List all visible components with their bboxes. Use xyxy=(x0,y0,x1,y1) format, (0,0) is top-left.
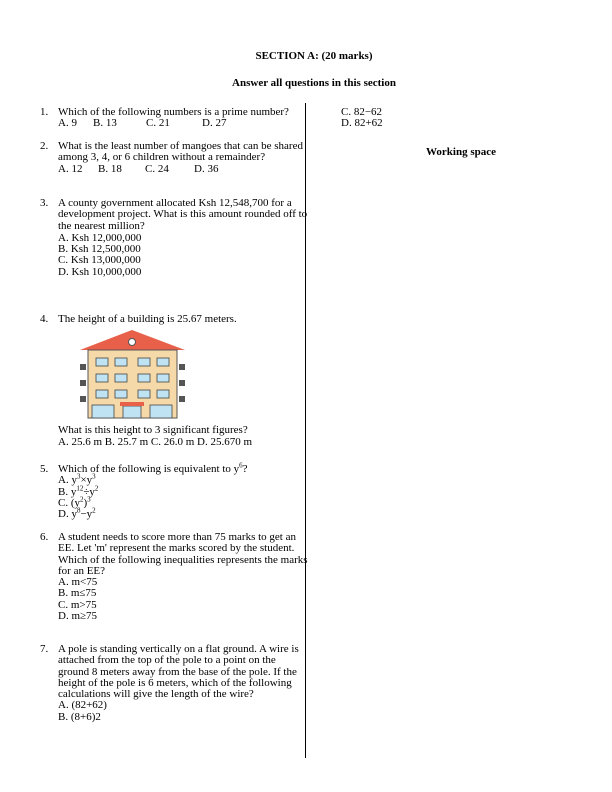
exponent: 3 xyxy=(92,472,96,481)
option: A. Ksh 12,000,000 xyxy=(58,231,142,244)
q-text: A pole is standing vertically on a flat ground. A wire is attached from the top of the pole to a point on the ground 8 meters away from the base of the pole. If the height of the pole is 6 meters, which of the following calculations will give the length of the wire? xyxy=(58,643,299,701)
t: B. y xyxy=(58,485,77,498)
exponent: 12 xyxy=(76,483,84,492)
option: B. m≤75 xyxy=(58,587,97,600)
exponent: 2 xyxy=(92,506,96,515)
option: D. Ksh 10,000,000 xyxy=(58,265,142,278)
option: C. m>75 xyxy=(58,598,97,611)
option: C. 82−62 xyxy=(341,106,383,118)
question-3 xyxy=(40,198,310,278)
option: B. (8+6)2 xyxy=(58,710,101,723)
option: B. 13 xyxy=(93,117,117,130)
q-text-main: Which of the following is equivalent to y xyxy=(58,463,240,475)
option: A. m<75 xyxy=(58,576,98,589)
exponent: 3 xyxy=(76,472,81,481)
option: C. 21 xyxy=(146,117,170,130)
q-text: Which of the following numbers is a prime number? xyxy=(58,106,289,118)
exponent: 6 xyxy=(239,461,243,470)
q-number: 4. xyxy=(40,313,49,325)
q-options: A. 25.6 m B. 25.7 m C. 26.0 m D. 25.670 m xyxy=(58,435,253,448)
section-instruction: Answer all questions in this section xyxy=(232,77,396,89)
question-7-continued xyxy=(341,107,383,130)
exponent: 2 xyxy=(80,495,84,504)
q-followup: What is this height to 3 significant figures? xyxy=(58,424,248,437)
q-number: 5. xyxy=(40,463,49,475)
option: B. 18 xyxy=(98,162,122,175)
option xyxy=(58,506,305,521)
q-number: 2. xyxy=(40,140,49,152)
t: A. y xyxy=(58,474,77,487)
q-text: A student needs to score more than 75 marks to get an EE. Let 'm' represent the marks scored by the student. Which of the following inequalities represents the marks for an EE? xyxy=(58,531,308,577)
option xyxy=(58,483,305,498)
option: A. 9 xyxy=(58,117,77,130)
option: D. 27 xyxy=(202,117,227,130)
t: C. (y xyxy=(58,496,80,509)
option: D. 82+62 xyxy=(341,117,383,130)
working-space-label: Working space xyxy=(426,146,496,158)
question-4 xyxy=(40,314,305,448)
q-number: 3. xyxy=(40,197,49,209)
t: ) xyxy=(83,496,88,509)
q-number: 7. xyxy=(40,643,49,655)
t: ÷y xyxy=(83,485,95,498)
q-text: A county government allocated Ksh 12,548,700 for a development project. What is this amount rounded off to the nearest million? xyxy=(58,197,308,232)
q-options xyxy=(58,164,305,175)
section-title: SECTION A: (20 marks) xyxy=(255,50,373,62)
question-1 xyxy=(40,107,305,130)
question-7 xyxy=(40,644,308,723)
option: A. 12 xyxy=(58,162,83,175)
exponent: 8 xyxy=(76,506,81,515)
option: C. 24 xyxy=(145,162,169,175)
option: D. 36 xyxy=(194,162,219,175)
exponent: 2 xyxy=(94,483,99,492)
q-text-end: ? xyxy=(242,463,248,475)
exponent: 3 xyxy=(87,495,91,504)
q-number: 6. xyxy=(40,531,49,543)
t: −y xyxy=(80,508,93,521)
option: C. Ksh 13,000,000 xyxy=(58,254,141,267)
building-illustration xyxy=(80,328,185,420)
option: B. Ksh 12,500,000 xyxy=(58,243,141,256)
t: ×y xyxy=(80,474,93,487)
question-6 xyxy=(40,532,310,622)
option: A. (82+62) xyxy=(58,699,107,712)
t: D. y xyxy=(58,508,77,521)
q-text: The height of a building is 25.67 meters. xyxy=(58,313,237,325)
question-5 xyxy=(40,461,305,521)
q-text: What is the least number of mangoes that can be shared among 3, 4, or 6 children without a remainder? xyxy=(58,140,303,164)
option: D. m≥75 xyxy=(58,610,98,623)
q-number: 1. xyxy=(40,106,49,118)
question-2 xyxy=(40,141,305,175)
q-options xyxy=(58,118,305,129)
